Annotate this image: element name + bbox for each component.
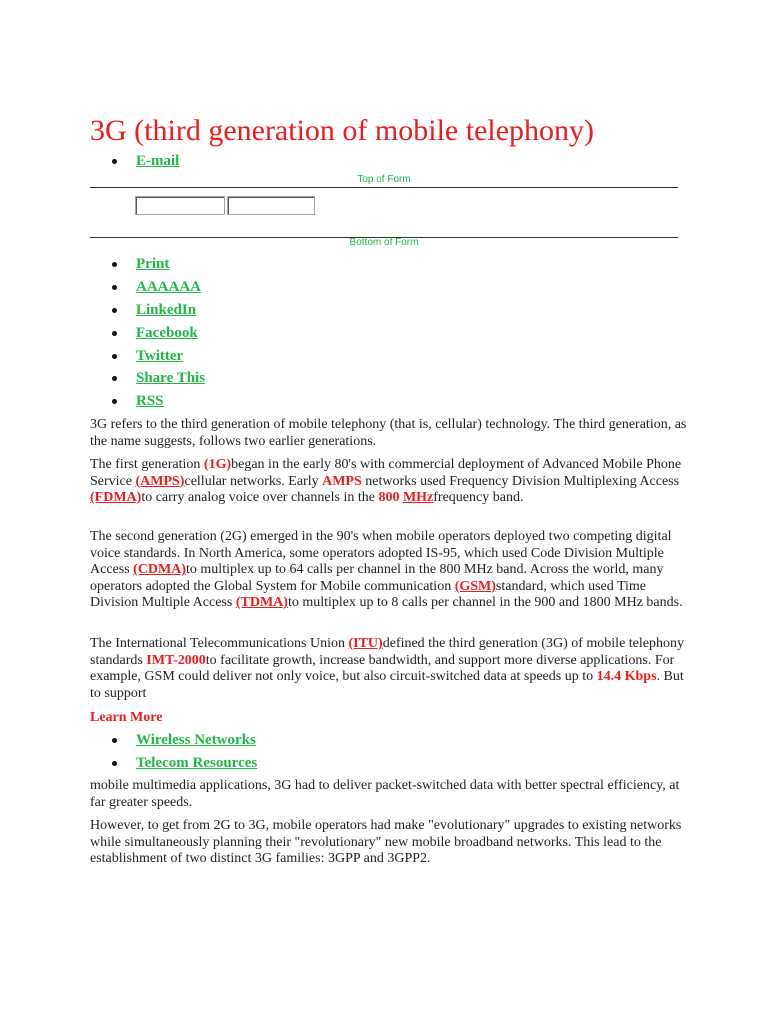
amps-link[interactable]: (AMPS) (135, 473, 185, 489)
gsm-link[interactable]: (GSM) (454, 578, 496, 594)
linkedin-link[interactable]: LinkedIn (136, 302, 197, 318)
fdma-link[interactable]: (FDMA) (90, 490, 142, 506)
term-amps: AMPS (322, 473, 362, 489)
form-top-divider (90, 187, 678, 188)
list-item (112, 151, 179, 171)
list-item (112, 730, 256, 750)
text-run: defined the third generation (3G) of mobile telephony standards (90, 636, 684, 668)
intro-paragraph: 3G refers to the third generation of mobile telephony (that is, cellular) technology. The third generation, as the name suggests, follows two earlier generations. (90, 417, 687, 449)
learn-more-heading: Learn More (90, 710, 163, 725)
term-1g: (1G) (203, 457, 232, 472)
list-item (112, 323, 198, 343)
text-run: The International Telecommunications Union (90, 636, 349, 651)
text-run: cellular networks. Early (184, 473, 323, 489)
list-item (112, 277, 201, 297)
list-item (112, 391, 164, 411)
share-this-link[interactable]: Share This (136, 370, 206, 386)
text-run: The first generation (90, 457, 204, 472)
itu-link[interactable]: (ITU) (348, 636, 383, 651)
rss-link[interactable]: RSS (136, 393, 164, 409)
twitter-link[interactable]: Twitter (136, 348, 184, 364)
cdma-link[interactable]: (CDMA) (133, 562, 187, 578)
term-imt-2000: IMT-2000 (146, 652, 206, 668)
text-run: to carry analog voice over channels in the (141, 490, 379, 506)
form-input-1[interactable] (135, 196, 225, 215)
evolution-paragraph: However, to get from 2G to 3G, mobile operators had make "evolutionary" upgrades to existing networks while simultaneously planning their "revolutionary" new mobile broadband networks. This lead to the establishment of two distinct 3G families: 3GPP and 3GPP2. (90, 818, 682, 867)
print-link[interactable]: Print (136, 256, 170, 272)
term-800: 800 (378, 490, 400, 506)
telecom-resources-link[interactable]: Telecom Resources (136, 755, 258, 771)
wireless-networks-link[interactable]: Wireless Networks (136, 732, 256, 748)
text-run: to multiplex up to 64 calls per channel in the 800 MHz band. Across the world, many operators adopted the Global System for Mobile communication (90, 562, 664, 594)
list-item (112, 254, 169, 274)
list-item (112, 368, 205, 388)
page-title: 3G (third generation of mobile telephony) (90, 114, 595, 147)
text-run: began in the early 80's with commercial deployment of Advanced Mobile Phone Service (90, 457, 682, 489)
term-14-4-kbps: 14.4 Kbps (596, 669, 657, 685)
email-link[interactable]: E-mail (136, 153, 180, 169)
multimedia-paragraph: mobile multimedia applications, 3G had to deliver packet-switched data with better spectral efficiency, at far greater speeds. (90, 778, 680, 810)
third-generation-paragraph (90, 636, 688, 702)
list-item (112, 753, 257, 773)
list-item (112, 346, 183, 366)
mhz-link[interactable]: MHz (402, 490, 434, 506)
text-run: to facilitate growth, increase bandwidth, and support more diverse applications. For example, GSM could deliver not only voice, but also circuit-switched data at speeds up to (90, 652, 675, 685)
bottom-of-form-label: Bottom of Form (349, 237, 419, 248)
second-generation-paragraph (90, 529, 688, 612)
first-generation-paragraph (90, 457, 688, 507)
text-run: The second generation (2G) emerged in the 90's when mobile operators deployed two competing digital voice standards. In North America, some operators adopted IS-95, which used Code Division Multiple Access (90, 529, 672, 578)
form-input-2[interactable] (227, 196, 315, 215)
tdma-link[interactable]: (TDMA) (235, 595, 288, 611)
text-run: networks used Frequency Division Multiplexing Access (361, 473, 680, 489)
list-item (112, 300, 196, 320)
font-size-link[interactable]: AAAAAA (136, 279, 201, 295)
top-of-form-label: Top of Form (357, 174, 411, 185)
facebook-link[interactable]: Facebook (136, 325, 198, 341)
text-run: to multiplex up to 8 calls per channel in the 900 and 1800 MHz bands. (287, 595, 683, 611)
text-run: . But to support (90, 669, 684, 701)
text-run: standard, which used Time Division Multiple Access (90, 578, 647, 611)
text-run: frequency band. (433, 490, 524, 506)
